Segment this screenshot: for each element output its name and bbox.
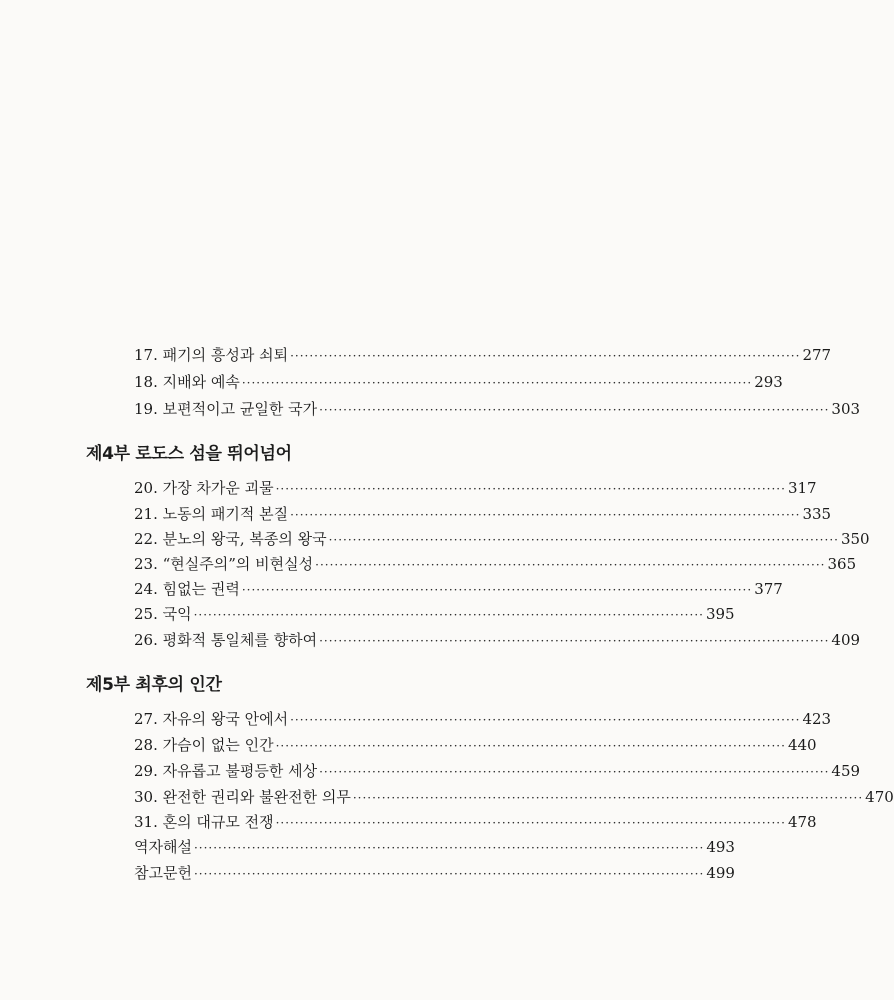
toc-entry [134, 552, 857, 576]
toc-leader: ·········································································································· [193, 867, 705, 881]
toc-leader: ·········································································································· [241, 583, 753, 597]
toc-leader: ·········································································································· [315, 558, 826, 572]
toc-entry-title: 25. 국익 [134, 605, 192, 623]
toc-entry-page: 335 [802, 505, 832, 523]
toc-entry-page: 478 [787, 813, 817, 831]
part-heading: 제5부 최후의 인간 [86, 675, 222, 695]
toc-entry-page: 365 [827, 555, 857, 573]
toc-leader: ·········································································································· [241, 376, 753, 390]
toc-entry [134, 628, 861, 652]
toc-entry-page: 317 [787, 479, 817, 497]
toc-entry-page: 493 [706, 838, 735, 856]
toc-leader: ·········································································································· [319, 403, 830, 417]
toc-entry-title: 참고문헌 [134, 864, 192, 882]
toc-leader: ·········································································································· [193, 841, 705, 855]
toc-entry [134, 707, 832, 731]
toc-entry-page: 277 [802, 346, 832, 364]
toc-leader: ·········································································································· [328, 533, 839, 547]
toc-entry-page: 350 [840, 530, 870, 548]
toc-entry-title: 23. “현실주의”의 비현실성 [134, 555, 314, 573]
toc-entry [134, 602, 735, 626]
toc-leader: ·········································································································· [352, 791, 864, 805]
toc-leader: ·········································································································· [275, 482, 786, 496]
toc-leader: ·········································································································· [290, 713, 801, 727]
toc-leader: ·········································································································· [290, 349, 801, 363]
toc-entry-page: 409 [831, 631, 861, 649]
toc-entry-page: 377 [754, 580, 783, 598]
toc-entry-page: 470 [865, 788, 894, 806]
toc-entry [134, 759, 861, 783]
toc-leader: ·········································································································· [275, 739, 786, 753]
toc-entry-title: 27. 자유의 왕국 안에서 [134, 710, 289, 728]
toc-entry [134, 476, 817, 500]
toc-entry-title: 28. 가슴이 없는 인간 [134, 736, 274, 754]
toc-leader: ·········································································································· [319, 634, 830, 648]
toc-entry-title: 30. 완전한 권리와 불완전한 의무 [134, 788, 351, 806]
toc-entry-title: 26. 평화적 통일체를 향하여 [134, 631, 318, 649]
toc-entry-title: 22. 분노의 왕국, 복종의 왕국 [134, 530, 327, 548]
toc-entry-page: 459 [831, 762, 861, 780]
toc-entry-page: 293 [754, 373, 783, 391]
toc-leader: ·········································································································· [290, 508, 801, 522]
toc-entry-title: 18. 지배와 예속 [134, 373, 240, 391]
toc-entry-title: 31. 혼의 대규모 전쟁 [134, 813, 274, 831]
toc-entry [134, 733, 817, 757]
toc-entry [134, 343, 832, 367]
toc-entry-title: 20. 가장 차가운 괴물 [134, 479, 274, 497]
toc-entry-title: 17. 패기의 흥성과 쇠퇴 [134, 346, 289, 364]
toc-entry [134, 370, 783, 394]
toc-entry-page: 303 [831, 400, 861, 418]
toc-entry [134, 810, 817, 834]
toc-entry-page: 440 [787, 736, 817, 754]
toc-entry-title: 29. 자유롭고 불평등한 세상 [134, 762, 318, 780]
toc-entry [134, 397, 861, 421]
part-heading: 제4부 로도스 섬을 뛰어넘어 [86, 444, 292, 464]
toc-entry [134, 577, 783, 601]
toc-leader: ·········································································································· [319, 765, 830, 779]
toc-entry [134, 502, 832, 526]
toc-entry [134, 527, 870, 551]
toc-entry-title: 역자해설 [134, 838, 192, 856]
toc-entry-page: 499 [706, 864, 735, 882]
toc-entry [134, 785, 894, 809]
toc-entry-page: 395 [705, 605, 735, 623]
toc-entry-title: 19. 보편적이고 균일한 국가 [134, 400, 318, 418]
toc-leader: ·········································································································· [275, 816, 786, 830]
toc-leader: ·········································································································· [193, 608, 704, 622]
toc-entry-title: 24. 힘없는 권력 [134, 580, 240, 598]
toc-entry-title: 21. 노동의 패기적 본질 [134, 505, 289, 523]
toc-entry [134, 861, 735, 885]
toc-entry [134, 835, 735, 859]
toc-entry-page: 423 [802, 710, 832, 728]
